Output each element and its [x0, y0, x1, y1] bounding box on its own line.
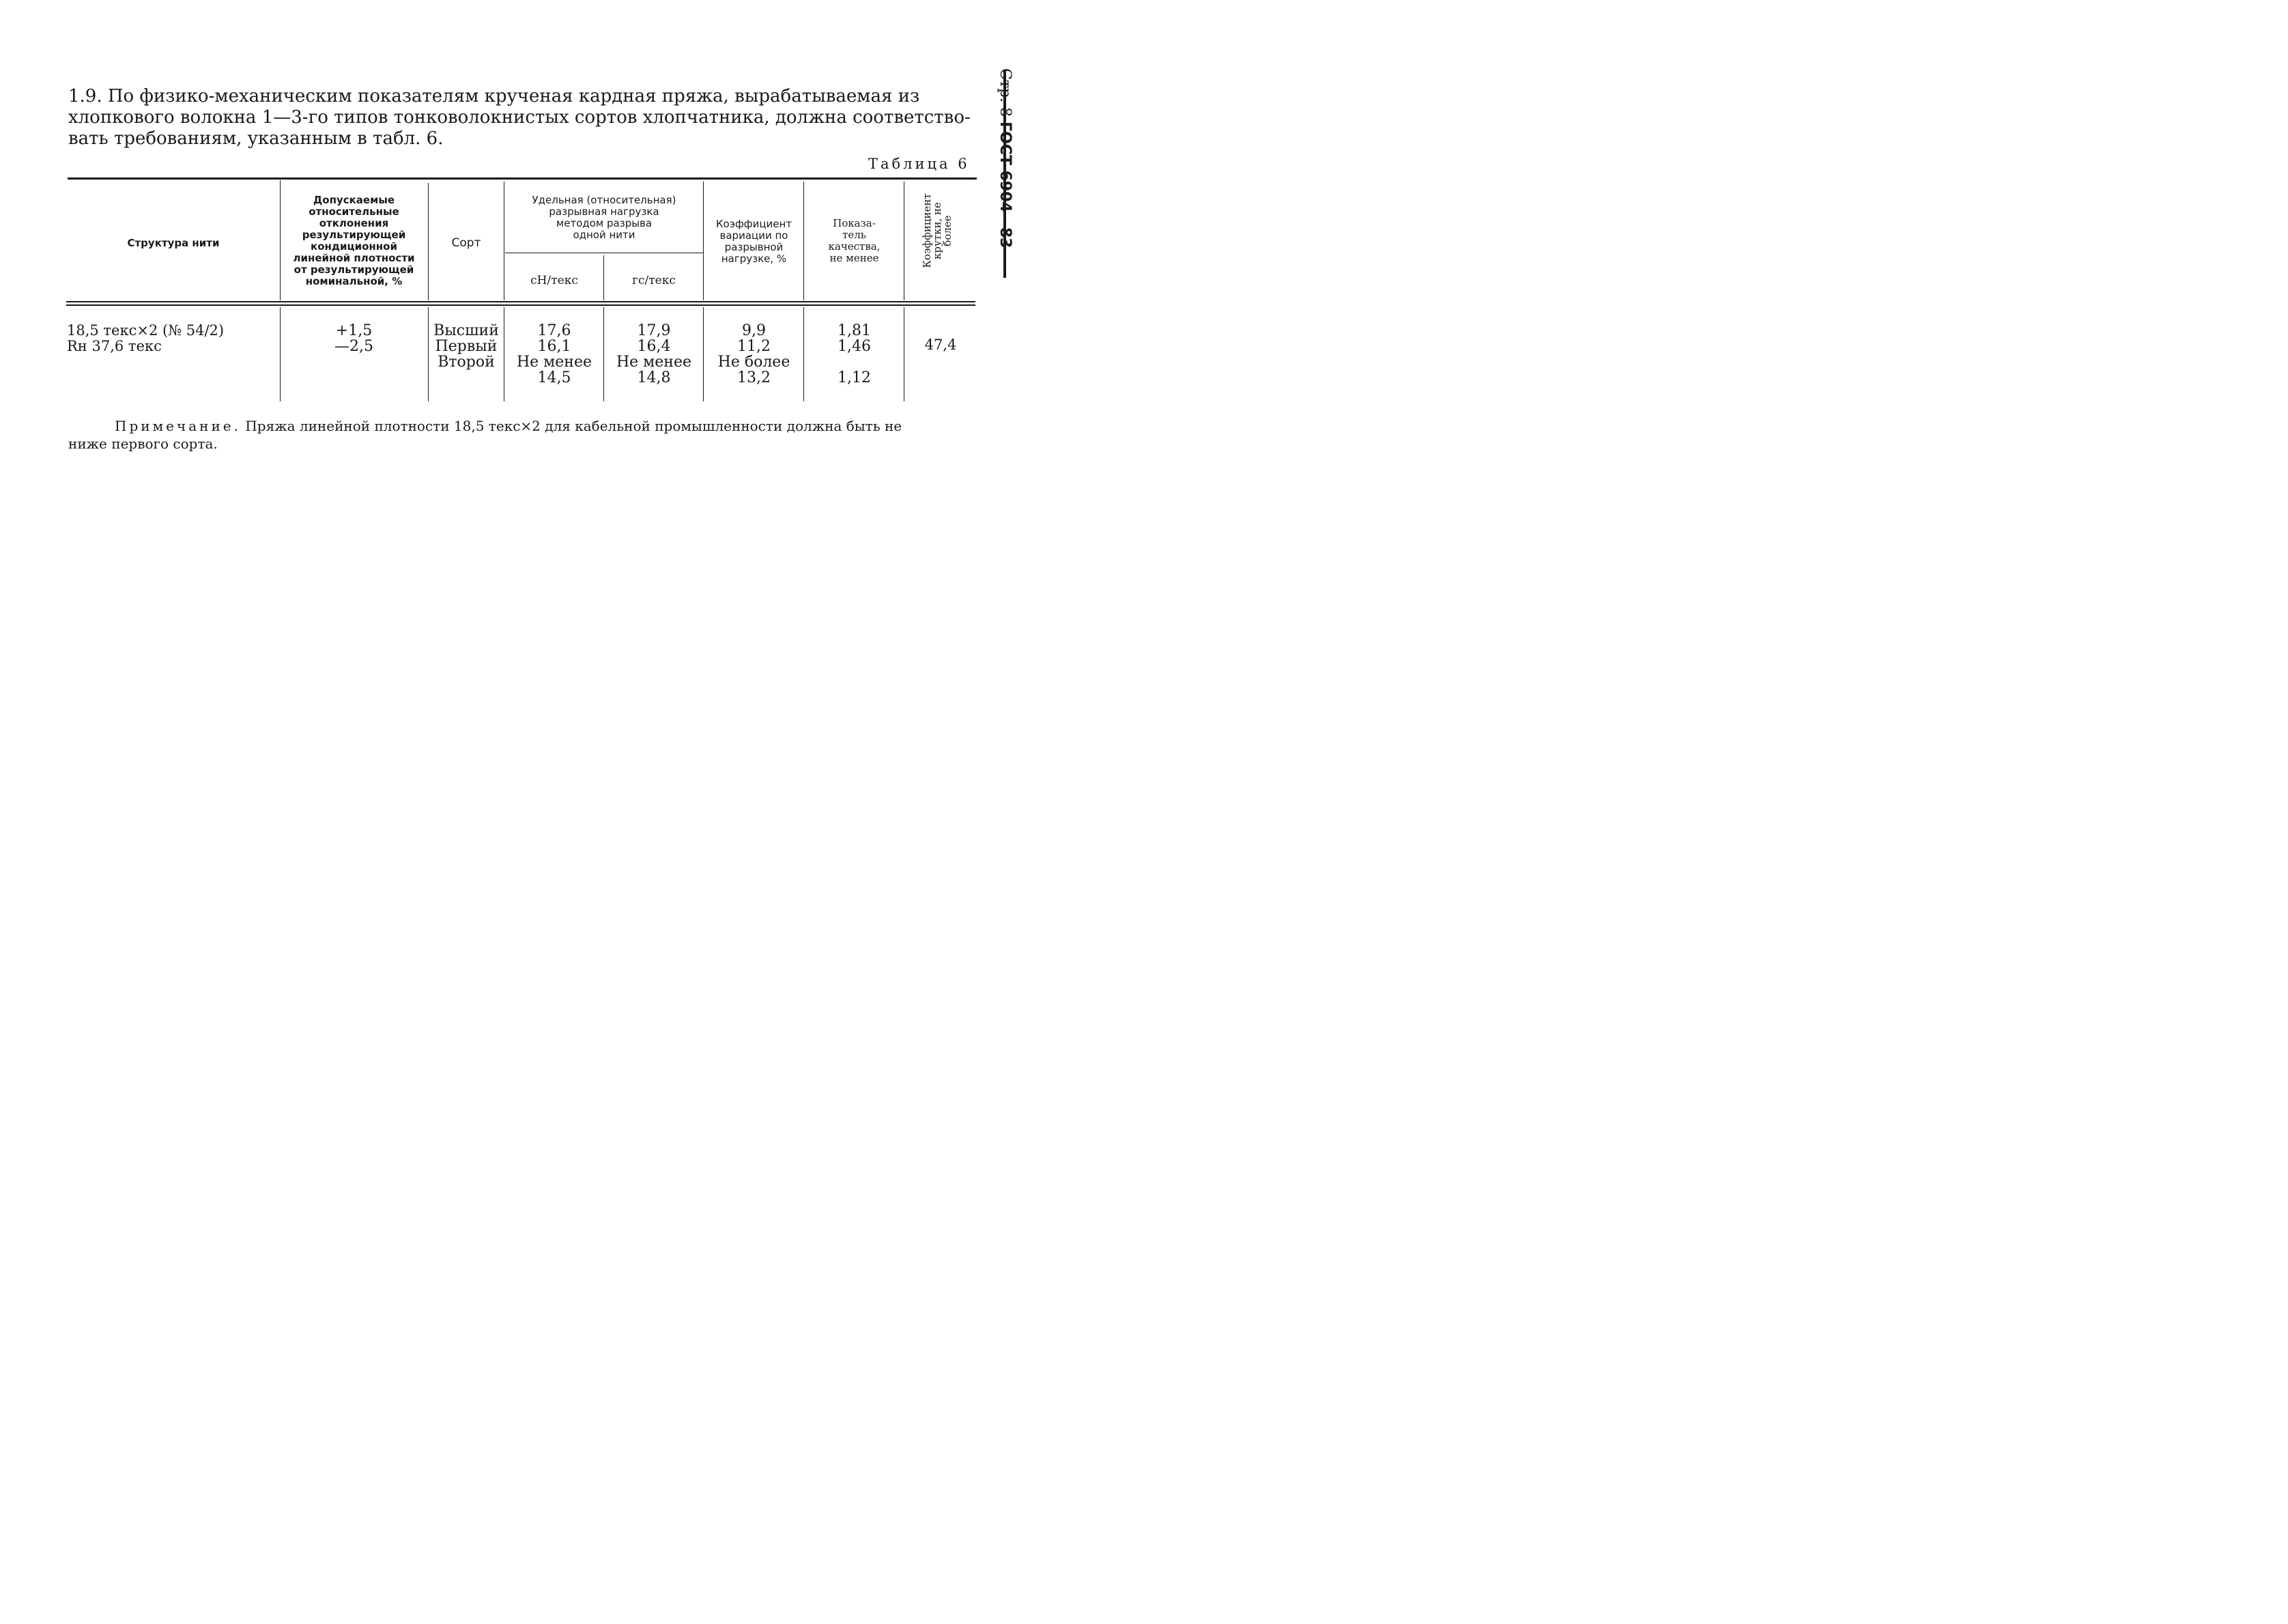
side-page-header	[997, 68, 1014, 248]
note-line-2: ниже первого сорта.	[68, 436, 218, 452]
header-unit-cn: сН/текс	[530, 274, 578, 287]
cell-twist-value: 47,4	[924, 337, 957, 353]
header-twist: Коэффициент крутки, не более	[921, 193, 954, 268]
cell-grades: Высший Первый Второй	[433, 322, 499, 371]
cell-deviation: +1,5 —2,5	[334, 322, 373, 355]
cell-variation-values: 9,9 11,2 Не более 13,2	[717, 322, 790, 386]
paragraph-line-1: 1.9. По физико-механическим показателям крученая кардная пряжа, вырабатываемая из	[68, 86, 920, 106]
paragraph-line-3: вать требованиям, указанным в табл. 6.	[68, 128, 444, 149]
table-note	[68, 417, 979, 453]
note-label: Примечание.	[115, 418, 241, 434]
table-caption: Таблица 6	[868, 156, 970, 172]
paragraph-line-2: хлопкового волокна 1—3-го типов тонковолокнистых сортов хлопчатника, должна соответство-	[68, 107, 971, 128]
cell-quality-values: 1,81 1,46 1,12	[838, 322, 871, 386]
page-number: Стр. 8	[997, 68, 1014, 117]
header-breaking-load: Удельная (относительная) разрывная нагрузка методом разрыва одной нити	[532, 194, 676, 241]
header-deviation: Допускаемые относительные отклонения результирующей кондиционной линейной плотности от результирующей номинальной, %	[293, 194, 415, 287]
note-line-1: Пряжа линейной плотности 18,5 текс×2 для кабельной промышленности должна быть не	[240, 418, 902, 434]
cell-cn-values: 17,6 16,1 Не менее 14,5	[516, 322, 592, 386]
cell-gs-values: 17,9 16,4 Не менее 14,8	[616, 322, 692, 386]
standard-number: ГОСТ 6904—83	[997, 122, 1014, 248]
header-unit-gs: гс/текс	[632, 274, 676, 287]
header-bottom-rule-2	[66, 304, 975, 306]
header-variation: Коэффициент вариации по разрывной нагрузке, %	[715, 218, 792, 265]
table-top-rule	[68, 177, 977, 180]
header-structure: Структура нити	[127, 237, 220, 249]
header-quality: Показа- тель качества, не менее	[828, 217, 881, 264]
header-grade: Сорт	[451, 236, 481, 250]
body-divider-1	[280, 307, 281, 401]
intro-paragraph	[68, 86, 977, 149]
cell-structure: 18,5 текс×2 (№ 54/2) Rн 37,6 текс	[67, 322, 225, 354]
header-bottom-rule-1	[66, 301, 975, 302]
